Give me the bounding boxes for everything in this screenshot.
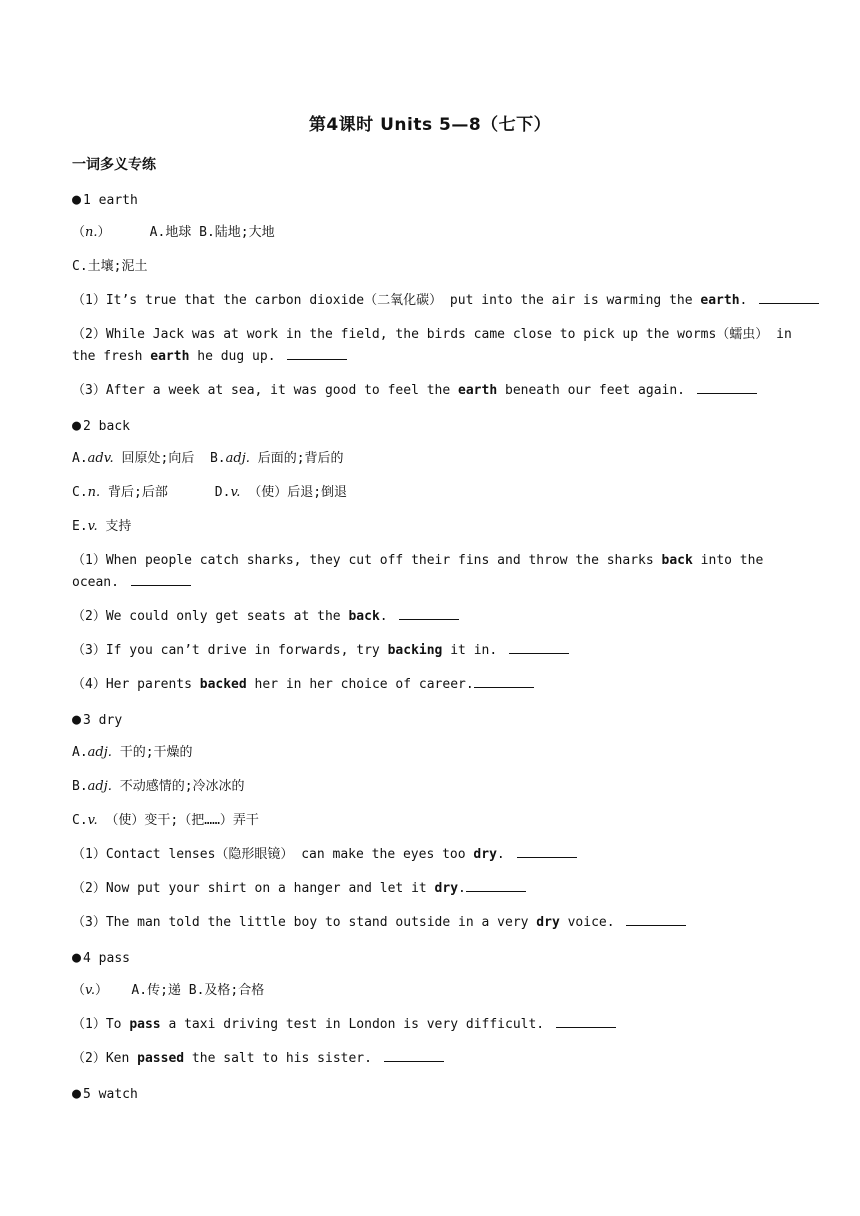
page-title: 第4课时 Units 5—8（七下） — [308, 115, 552, 135]
answer-blank[interactable] — [517, 845, 577, 858]
answer-blank[interactable] — [556, 1015, 616, 1028]
answer-blank[interactable] — [474, 675, 534, 688]
bullet-icon: ● — [72, 190, 82, 208]
bullet-icon: ● — [72, 1084, 82, 1102]
word-header: ● 3 dry — [72, 710, 123, 728]
sentence-line: （1）To pass a taxi driving test in London is very difficult. — [72, 1014, 792, 1036]
answer-blank[interactable] — [131, 573, 191, 586]
answer-blank[interactable] — [287, 347, 347, 360]
meaning-line: A.adv. 回原处;向后 B.adj. 后面的;背后的 — [72, 451, 344, 466]
sentence-line: （2）Ken passed the salt to his sister. — [72, 1048, 792, 1070]
meaning-line: （n.） A.地球 B.陆地;大地 — [72, 225, 275, 240]
sentence-line: （2）Now put your shirt on a hanger and let it dry. — [72, 878, 792, 900]
answer-blank[interactable] — [466, 879, 526, 892]
answer-blank[interactable] — [697, 381, 757, 394]
meaning-line: B.adj. 不动感情的;冷冰冰的 — [72, 779, 245, 794]
sentence-line: （1）Contact lenses（隐形眼镜） can make the eyes too dry. — [72, 844, 792, 866]
answer-blank[interactable] — [626, 913, 686, 926]
meaning-line: C.n. 背后;后部 D.v. （使）后退;倒退 — [72, 485, 348, 500]
meaning-line: E.v. 支持 — [72, 519, 132, 534]
sentence-line: （1）When people catch sharks, they cut off their fins and throw the sharks back into the ocean. — [72, 553, 764, 590]
bullet-icon: ● — [72, 710, 82, 728]
answer-blank[interactable] — [384, 1049, 444, 1062]
section-heading: 一词多义专练 — [72, 157, 156, 173]
sentence-line: （4）Her parents backed her in her choice of career. — [72, 674, 792, 696]
meaning-line: C.土壤;泥土 — [72, 259, 148, 274]
sentence-line: （2）While Jack was at work in the field, the birds came close to pick up the worms（蠕虫） in the fresh earth he dug up. — [72, 327, 792, 364]
word-header: ● 5 watch — [72, 1084, 138, 1102]
answer-blank[interactable] — [509, 641, 569, 654]
sentence-line: （2）We could only get seats at the back. — [72, 606, 792, 628]
bullet-icon: ● — [72, 948, 82, 966]
meaning-line: （v.） A.传;递 B.及格;合格 — [72, 983, 265, 998]
answer-blank[interactable] — [759, 291, 819, 304]
sentence-line: （3）After a week at sea, it was good to feel the earth beneath our feet again. — [72, 380, 792, 402]
bullet-icon: ● — [72, 416, 82, 434]
word-header: ● 4 pass — [72, 948, 130, 966]
sentence-line: （3）If you can’t drive in forwards, try backing it in. — [72, 640, 792, 662]
meaning-line: C.v. （使）变干;（把……）弄干 — [72, 813, 259, 828]
word-header: ● 1 earth — [72, 190, 138, 208]
answer-blank[interactable] — [399, 607, 459, 620]
meaning-line: A.adj. 干的;干燥的 — [72, 745, 193, 760]
sentence-line: （3）The man told the little boy to stand outside in a very dry voice. — [72, 912, 792, 934]
word-header: ● 2 back — [72, 416, 130, 434]
sentence-line: （1）It’s true that the carbon dioxide（二氧化碳） put into the air is warming the earth. — [72, 290, 792, 312]
